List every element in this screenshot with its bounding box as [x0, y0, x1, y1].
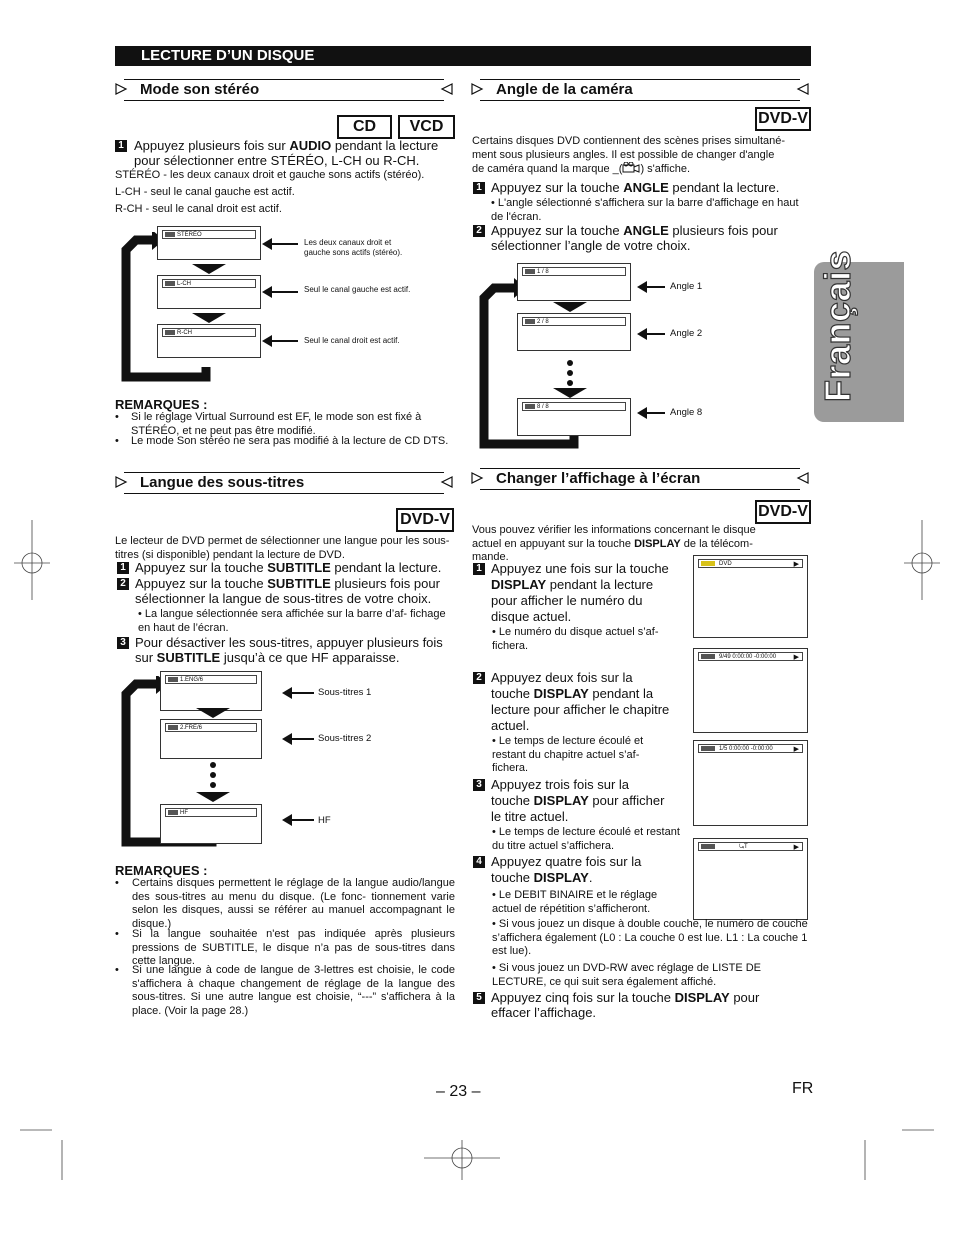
remarque-item: • Certains disques permettent le réglage de la langue audio/langue des sous-titres au menu du disque. (Le fonc- tionnement varie selon les disques, aussi se référer au manuel accompagnant le disque.): [115, 877, 455, 930]
callout-label: Angle 1: [670, 281, 703, 292]
step-text: Appuyez trois fois sur la touche DISPLAY pour afficher le titre actuel.: [491, 777, 665, 824]
step-number: 1: [473, 563, 485, 575]
intro-text: Certains disques DVD contiennent des scènes prises simultané- ment sous plusieurs angles. Il est possible de changer d'angle de caméra quand la marque _( ) s'affiche.: [472, 135, 786, 175]
pointer-arrow: [645, 333, 665, 335]
section-langue: [114, 472, 454, 494]
callout-label: Angle 8: [670, 407, 703, 418]
side-tab-label: Français: [817, 249, 858, 402]
step-note: • Le numéro du disque actuel s’af- fichera.: [492, 626, 659, 652]
step-number: 2: [117, 578, 129, 590]
display-screen-4: ⤿T ▶: [693, 838, 808, 920]
step-number: 1: [473, 182, 485, 194]
display-screen-2: 9/49 0:00:00 -0:00:00 ▶: [693, 648, 808, 733]
ellipsis-dot: [210, 772, 216, 778]
step-number: 3: [473, 779, 485, 791]
language-side-tab: [814, 249, 904, 422]
step-text: Appuyez sur la touche ANGLE plusieurs fois pour sélectionner l’angle de votre choix.: [491, 223, 778, 253]
page-number: – 23 –: [436, 1083, 481, 1100]
section-angle: [470, 79, 810, 101]
callout-label: Seul le canal gauche est actif.: [304, 285, 411, 294]
remarques-title: REMARQUES :: [115, 397, 208, 412]
step-text: Pour désactiver les sous-titres, appuyer plusieurs fois sur SUBTITLE jusqu’à ce que HF apparaisse.: [135, 635, 443, 665]
remarque-item: • Si le réglage Virtual Surround est EF, le mode son est fixé à STÉRÉO, et ne peut pas être modifié.: [115, 411, 422, 437]
step-text: Appuyez sur la touche ANGLE pendant la lecture.: [491, 180, 780, 195]
angle-camera-icon: [622, 162, 640, 174]
callout-label: Sous-titres 1: [318, 687, 372, 698]
section-title: Mode son stéréo: [140, 81, 260, 98]
pointer-arrow: [270, 243, 298, 245]
step-number: 2: [473, 672, 485, 684]
rch-desc: R-CH - seul le canal droit est actif.: [115, 203, 282, 215]
lch-desc: L-CH - seul le canal gauche est actif.: [115, 186, 295, 198]
step-note: • Le temps de lecture écoulé et restant du titre actuel s’affichera.: [492, 826, 680, 852]
pointer-arrow: [645, 412, 665, 414]
step-text: Appuyez sur la touche SUBTITLE plusieurs fois pour sélectionner la langue de sous-titres de votre choix.: [135, 576, 440, 606]
section-mode-son: [114, 79, 454, 101]
badge-cd: CD: [337, 115, 392, 139]
step-text: Appuyez quatre fois sur la touche DISPLAY.: [491, 854, 642, 885]
badge-dvdv: DVD-V: [755, 500, 811, 524]
remarque-item: • Si la langue souhaitée n'est pas indiquée après plusieurs pressions de SUBTITLE, le disque n’a pas de sous-titres dans cette langue.: [115, 928, 455, 967]
screen-stereo: STÉRÉO: [157, 226, 261, 260]
pointer-arrow: [645, 286, 665, 288]
screen-sub2: 2.FRE/6: [160, 719, 262, 759]
step-number: 1: [117, 562, 129, 574]
callout-label: Angle 2: [670, 328, 703, 339]
screen-sub1: 1.ENG/6: [160, 671, 262, 711]
display-screen-3: 1/5 0:00:00 -0:00:00 ▶: [693, 740, 808, 826]
badge-dvdv: DVD-V: [755, 107, 811, 131]
step-text: Appuyez sur la touche SUBTITLE pendant la lecture.: [135, 560, 442, 575]
display-screen-1: DVD ▶: [693, 555, 808, 638]
pointer-arrow: [290, 819, 314, 821]
down-arrow: [196, 792, 230, 802]
callout-label: Sous-titres 2: [318, 733, 372, 744]
ellipsis-dot: [567, 380, 573, 386]
ellipsis-dot: [567, 370, 573, 376]
intro-text: Le lecteur de DVD permet de sélectionner une langue pour les sous-titres (si disponible) pendant la lecture de DVD.: [115, 535, 450, 561]
step-number: 1: [115, 140, 127, 152]
remarque-item: • Le mode Son stéréo ne sera pas modifié à la lecture de CD DTS.: [115, 435, 449, 447]
step-number: 4: [473, 856, 485, 868]
step-note: • La langue sélectionnée sera affichée sur la barre d’af- fichage en haut de l’écran.: [138, 608, 446, 634]
step-number: 5: [473, 992, 485, 1004]
section-title: Changer l’affichage à l’écran: [496, 470, 701, 487]
remarques-title: REMARQUES :: [115, 863, 208, 878]
step-number: 2: [473, 225, 485, 237]
down-arrow: [553, 388, 587, 398]
callout-label: Seul le canal droit est actif.: [304, 336, 400, 345]
step-text: Appuyez cinq fois sur la touche DISPLAY pour effacer l’affichage.: [491, 990, 760, 1020]
screen-angle2: 2 / 8: [517, 313, 631, 351]
stereo-desc: STÉRÉO - les deux canaux droit et gauche sons actifs (stéréo).: [115, 169, 425, 181]
section-title: Langue des sous-titres: [140, 474, 305, 491]
callout-label: Les deux canaux droit et gauche sons actifs (stéréo).: [304, 238, 403, 257]
step-note: • Si vous jouez un disque à double couche, le numéro de couche s’affichera également (L0 : La couche 0 est lue. L1 : La couche 1 est lue).: [492, 918, 808, 957]
screen-angle1: 1 / 8: [517, 263, 631, 301]
step-text: Appuyez une fois sur la touche DISPLAY pendant la lecture pour afficher le numéro du disque actuel.: [491, 561, 669, 624]
step-text: Appuyez deux fois sur la touche DISPLAY pendant la lecture pour afficher le chapitre actuel.: [491, 670, 670, 733]
ellipsis-dot: [210, 782, 216, 788]
pointer-arrow: [270, 340, 298, 342]
down-arrow: [192, 264, 226, 274]
step-note: • Le DEBIT BINAIRE et le réglage actuel de répétition s’afficheront.: [492, 889, 658, 915]
step-text: Appuyez plusieurs fois sur AUDIO pendant la lecture pour sélectionner entre STÉRÉO, L-CH ou R-CH.: [134, 138, 439, 168]
down-arrow: [196, 708, 230, 718]
badge-dvdv: DVD-V: [396, 508, 454, 532]
pointer-arrow: [270, 291, 298, 293]
down-arrow: [553, 302, 587, 312]
section-affichage: [470, 468, 810, 490]
section-title: Angle de la caméra: [496, 81, 633, 98]
step-note: • L'angle sélectionné s'affichera sur la barre d'affichage en haut de l'écran.: [491, 197, 799, 223]
pointer-arrow: [290, 692, 314, 694]
intro-text: Vous pouvez vérifier les informations concernant le disque actuel en appuyant sur la touche DISPLAY de la télécom- mande.: [472, 524, 756, 563]
ellipsis-dot: [567, 360, 573, 366]
badge-vcd: VCD: [398, 115, 455, 139]
step-note: • Le temps de lecture écoulé et restant du chapitre actuel s’af- fichera.: [492, 735, 644, 774]
step-number: 3: [117, 637, 129, 649]
screen-sub-off: HF: [160, 804, 262, 844]
step-note: • Si vous jouez un DVD-RW avec réglage de LISTE DE LECTURE, ce qui suit sera également affiché.: [492, 962, 761, 988]
pointer-arrow: [290, 738, 314, 740]
section-header: LECTURE D’UN DISQUE: [115, 46, 811, 66]
remarque-item: • Si une langue à code de langue de 3-lettres est choisie, le code s'affichera à chaque changement de réglage de la langue des sous-titres. Si une autre langue est choisie, “---” s'affichera à la place. (Voir la page 28.): [115, 964, 455, 1017]
screen-rch: R-CH: [157, 324, 261, 358]
callout-label: HF: [318, 815, 331, 826]
down-arrow: [192, 313, 226, 323]
screen-angle8: 8 / 8: [517, 398, 631, 436]
language-code: FR: [792, 1080, 814, 1097]
screen-lch: L-CH: [157, 275, 261, 309]
ellipsis-dot: [210, 762, 216, 768]
